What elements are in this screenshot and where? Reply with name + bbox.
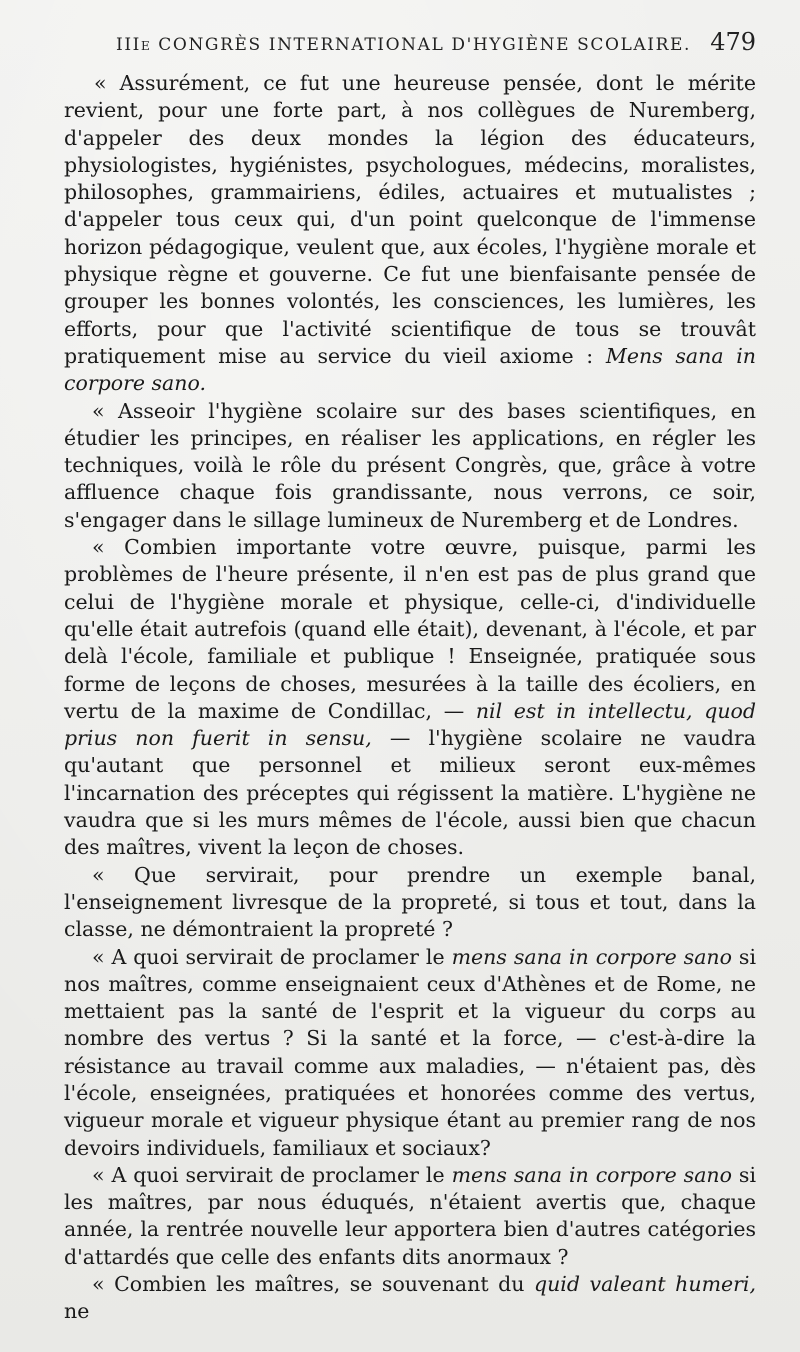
running-head bbox=[116, 28, 756, 64]
paragraph-text: « Asseoir l'hygiène scolaire sur des bases scientifiques, en étudier les principes, en réaliser les applications, en régler les techniques, voilà le rôle du présent Congrès, que, grâce à votre affluence chaque fois grandissante, nous verrons, ce soir, s'engager dans le sillage lumineux de Nuremberg et de Londres. bbox=[64, 398, 756, 532]
paragraph-text: « Combien importante votre œuvre, puisque, parmi les problèmes de l'heure présente, il n'en est pas de plus grand que celui de l'hygiène morale et physique, celle-ci, d'individuelle qu'elle était autrefois (quand elle était), devenant, à l'école, et par delà l'école, familiale et publique ! Enseignée, pratiquée sous forme de leçons de choses, mesurées à la taille des écoliers, en vertu de la maxime de Condillac, — bbox=[64, 535, 756, 723]
paragraph-text: « Combien les maîtres, se souvenant du bbox=[92, 1272, 534, 1297]
paragraph-text: si nos maîtres, comme enseignaient ceux d'Athènes et de Rome, ne mettaient pas la santé de l'esprit et la vigueur du corps au nombre des vertus ? Si la santé et la force, — c'est-à-dire la résistance au travail comme aux maladies, — n'étaient pas, dès l'école, enseignées, pratiquées et honorées comme des vertus, vigueur morale et vigueur physique étant au premier rang de nos devoirs individuels, familiaux et sociaux? bbox=[64, 944, 757, 1160]
latin-quotation: nil est in intellectu, quod prius non fuerit in sensu, bbox=[64, 698, 756, 751]
latin-quotation: quid valeant humeri, bbox=[533, 1272, 757, 1297]
paragraph-text: « Assurément, ce fut une heureuse pensée, dont le mérite revient, pour une forte part, à nos collègues de Nuremberg, d'appeler des deux mondes la légion des éducateurs, physiologistes, hygiénistes, psychologues, médecins, moralistes, philosophes, grammairiens, édiles, actuaires et mutualistes ; d'appeler tous ceux qui, d'un point quelconque de l'immense horizon pédagogique, veulent que, aux écoles, l'hygiène morale et physique règne et gouverne. Ce fut une bienfaisante pensée de grouper les bonnes volontés, les consciences, les lumières, les efforts, pour que l'activité scientifique de tous se trouvât pratiquement mise au service du vieil axiome : bbox=[64, 71, 756, 368]
paragraph bbox=[64, 70, 756, 398]
latin-quotation: mens sana in corpore sano bbox=[451, 944, 732, 969]
paragraph bbox=[64, 1271, 756, 1326]
paragraph bbox=[64, 944, 756, 1162]
paragraph-text: ne bbox=[64, 1299, 90, 1324]
paragraph-text: « A quoi servirait de proclamer le bbox=[92, 944, 452, 969]
latin-quotation: mens sana in corpore sano bbox=[451, 1162, 732, 1187]
paragraph bbox=[64, 862, 756, 944]
paragraph-text: — l'hygiène scolaire ne vaudra qu'autant que personnel et milieux seront eux-mêmes l'incarnation des préceptes qui régissent la matière. L'hygiène ne vaudra que si les murs mêmes de l'école, aussi bien que chacun des maîtres, vivent la leçon de choses. bbox=[64, 726, 756, 860]
paragraph bbox=[64, 534, 756, 862]
running-title: IIIe CONGRÈS INTERNATIONAL D'HYGIÈNE SCOLAIRE. bbox=[116, 35, 691, 55]
paragraph bbox=[64, 398, 756, 534]
body-text bbox=[64, 70, 756, 1326]
paragraph-text: « Que servirait, pour prendre un exemple banal, l'enseignement livresque de la propreté, si tous et tout, dans la classe, ne démontraient la propreté ? bbox=[64, 862, 756, 942]
paragraph bbox=[64, 1162, 756, 1271]
page-number: 479 bbox=[710, 28, 756, 56]
paragraph-text: si les maîtres, par nous éduqués, n'étaient avertis que, chaque année, la rentrée nouvelle leur apportera bien d'autres catégories d'attardés que celle des enfants dits anormaux ? bbox=[64, 1162, 757, 1269]
paragraph-text: « A quoi servirait de proclamer le bbox=[92, 1162, 452, 1187]
latin-quotation: Mens sana in corpore sano. bbox=[64, 343, 756, 396]
